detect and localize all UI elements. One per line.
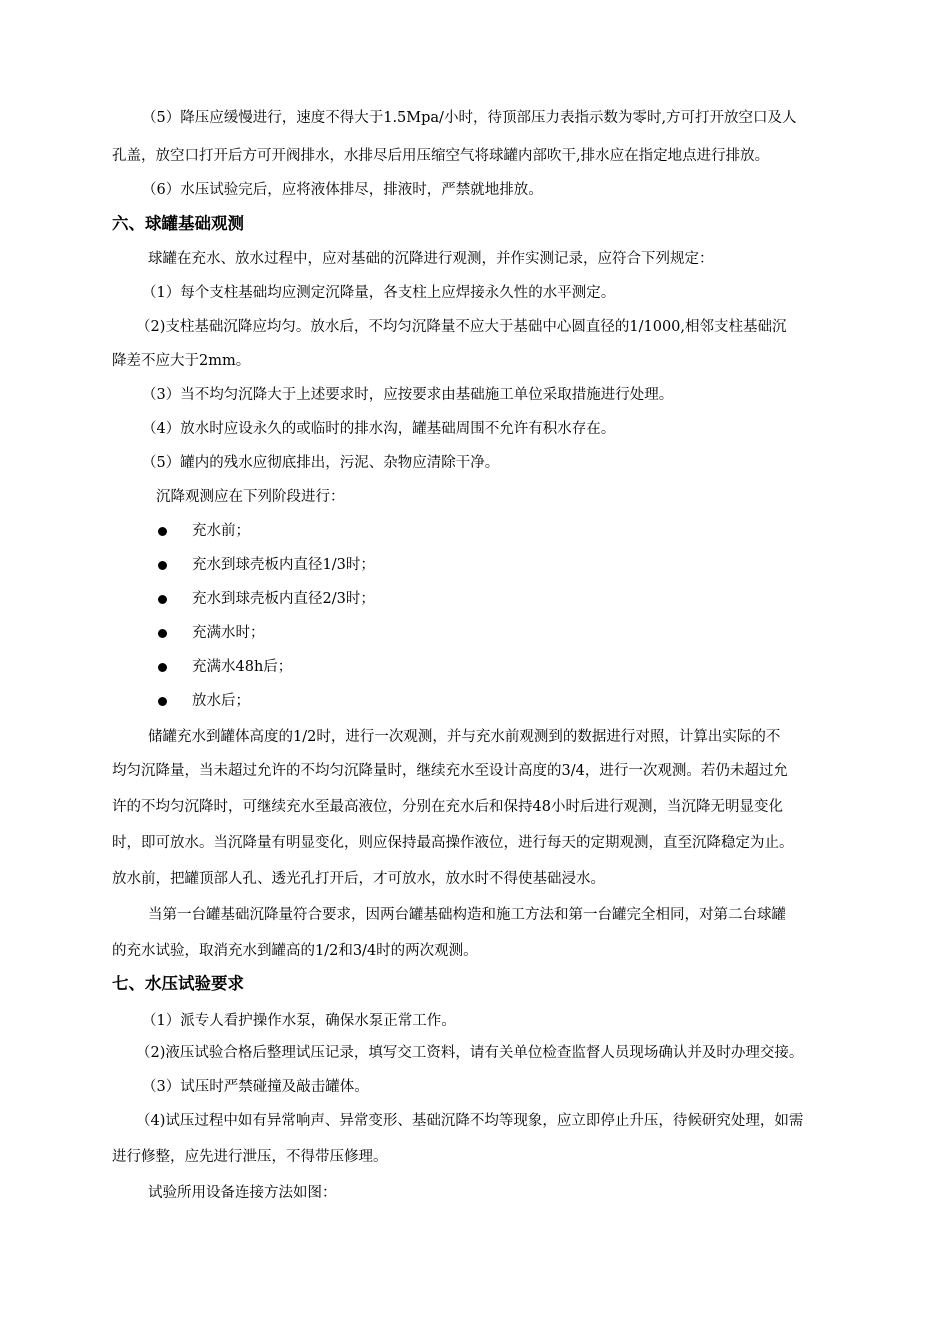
paragraph-line: （3）试压时严禁碰撞及敲击罐体。 [142, 1079, 369, 1095]
section-heading: 七、水压试验要求 [112, 974, 244, 993]
paragraph-line: （2)液压试验合格后整理试压记录，填写交工资料，请有关单位检查监督人员现场确认并及时办理交接。 [136, 1045, 804, 1061]
paragraph-line: 许的不均匀沉降时，可继续充水至最高液位，分别在充水后和保持48小时后进行观测，当沉降无明显变化 [112, 799, 783, 815]
paragraph-line: 进行修整，应先进行泄压，不得带压修理。 [112, 1149, 388, 1165]
paragraph-line: 试验所用设备连接方法如图： [148, 1185, 337, 1201]
list-item-text: 放水后； [192, 693, 250, 709]
bullet-icon [158, 697, 167, 706]
bullet-icon [158, 561, 167, 570]
paragraph-line: 沉降观测应在下列阶段进行： [156, 489, 345, 505]
list-item-text: 充满水时； [192, 625, 265, 641]
paragraph-line: 时，即可放水。当沉降量有明显变化，则应保持最高操作液位，进行每天的定期观测，直至沉降稳定为止。 [112, 835, 794, 851]
bullet-icon [158, 629, 167, 638]
paragraph-line: 当第一台罐基础沉降量符合要求，因两台罐基础构造和施工方法和第一台罐完全相同，对第二台球罐 [148, 907, 786, 923]
list-item-text: 充水前； [192, 523, 250, 539]
paragraph-line: 储罐充水到罐体高度的1/2时，进行一次观测，并与充水前观测到的数据进行对照，计算出实际的不 [148, 729, 781, 745]
paragraph-line: 孔盖，放空口打开后方可开阀排水，水排尽后用压缩空气将球罐内部吹干,排水应在指定地点进行排放。 [112, 148, 770, 164]
paragraph-line: （3）当不均匀沉降大于上述要求时，应按要求由基础施工单位采取措施进行处理。 [142, 387, 674, 403]
list-item-text: 充水到球壳板内直径2/3时； [192, 591, 375, 607]
paragraph-line: （4)试压过程中如有异常响声、异常变形、基础沉降不均等现象，应立即停止升压，待候研究处理，如需 [136, 1113, 804, 1129]
bullet-icon [158, 527, 167, 536]
paragraph-line: 放水前，把罐顶部人孔、透光孔打开后，才可放水，放水时不得使基础浸水。 [112, 871, 605, 887]
paragraph-line: （5）降压应缓慢进行，速度不得大于1.5Mpa/小时，待顶部压力表指示数为零时,方可打开放空口及人 [142, 110, 797, 126]
paragraph-line: 球罐在充水、放水过程中，应对基础的沉降进行观测，并作实测记录，应符合下列规定： [148, 251, 714, 267]
bullet-icon [158, 663, 167, 672]
paragraph-line: （4）放水时应设永久的或临时的排水沟，罐基础周围不允许有积水存在。 [142, 421, 616, 437]
paragraph-line: 降差不应大于2mm。 [112, 353, 251, 369]
paragraph-line: （2)支柱基础沉降应均匀。放水后，不均匀沉降量不应大于基础中心圆直径的1/1000,相邻支柱基础沉 [136, 319, 787, 335]
paragraph-line: 均匀沉降量，当未超过允许的不均匀沉降量时，继续充水至设计高度的3/4，进行一次观测。若仍未超过允 [112, 763, 788, 779]
list-item-text: 充满水48h后； [192, 659, 293, 675]
section-heading: 六、球罐基础观测 [112, 214, 244, 233]
list-item-text: 充水到球壳板内直径1/3时； [192, 557, 375, 573]
paragraph-line: （5）罐内的残水应彻底排出，污泥、杂物应清除干净。 [142, 455, 500, 471]
paragraph-line: （6）水压试验完后，应将液体排尽，排液时，严禁就地排放。 [142, 182, 543, 198]
paragraph-line: （1）每个支柱基础均应测定沉降量，各支柱上应焊接永久性的水平测定。 [142, 285, 616, 301]
paragraph-line: （1）派专人看护操作水泵，确保水泵正常工作。 [142, 1013, 456, 1029]
paragraph-line: 的充水试验，取消充水到罐高的1/2和3/4时的两次观测。 [112, 943, 478, 959]
bullet-icon [158, 595, 167, 604]
